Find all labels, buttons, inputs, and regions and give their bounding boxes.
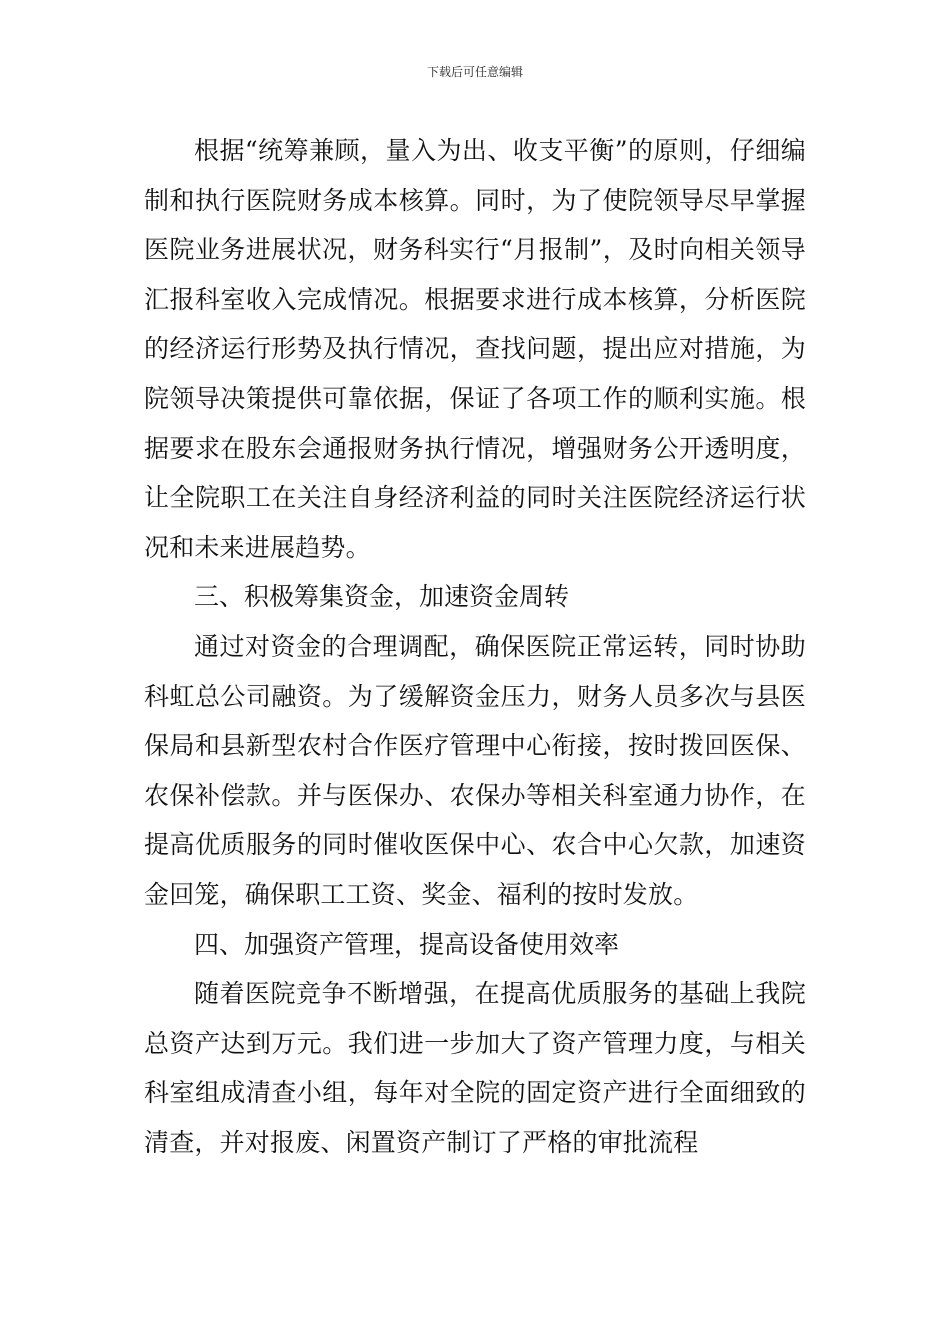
page-header-note: 下载后可任意编辑 — [426, 65, 523, 79]
paragraph-cost-accounting: 根据“统筹兼顾，量入为出、收支平衡”的原则，仔细编制和执行医院财务成本核算。同时，为了使院领导尽早掌握医院业务进展状况，财务科实行“月报制”，及时向相关领导汇报科室收入完成情况。根据要求进行成本核算，分析医院的经济运行形势及执行情况，查找问题，提出应对措施，为院领导决策提供可靠依据，保证了各项工作的顺利实施。根据要求在股东会通报财务执行情况，增强财务公开透明度，让全院职工在关注自身经济利益的同时关注医院经济运行状况和未来进展趋势。 — [144, 136, 806, 562]
paragraph-asset-management: 随着医院竞争不断增强，在提高优质服务的基础上我院总资产达到万元。我们进一步加大了资产管理力度，与相关科室组成清查小组，每年对全院的固定资产进行全面细致的清查，并对报废、闲置资产制订了严格的审批流程 — [144, 979, 806, 1157]
document-body — [144, 126, 806, 1167]
section-heading-3: 三、积极筹集资金，加速资金周转 — [194, 582, 570, 612]
section-heading-4: 四、加强资产管理，提高设备使用效率 — [194, 929, 620, 959]
paragraph-fund-raising: 通过对资金的合理调配，确保医院正常运转，同时协助科虹总公司融资。为了缓解资金压力，财务人员多次与县医保局和县新型农村合作医疗管理中心衔接，按时拨回医保、农保补偿款。并与医保办、农保办等相关科室通力协作，在提高优质服务的同时催收医保中心、农合中心欠款，加速资金回笼，确保职工工资、奖金、福利的按时发放。 — [144, 631, 806, 909]
